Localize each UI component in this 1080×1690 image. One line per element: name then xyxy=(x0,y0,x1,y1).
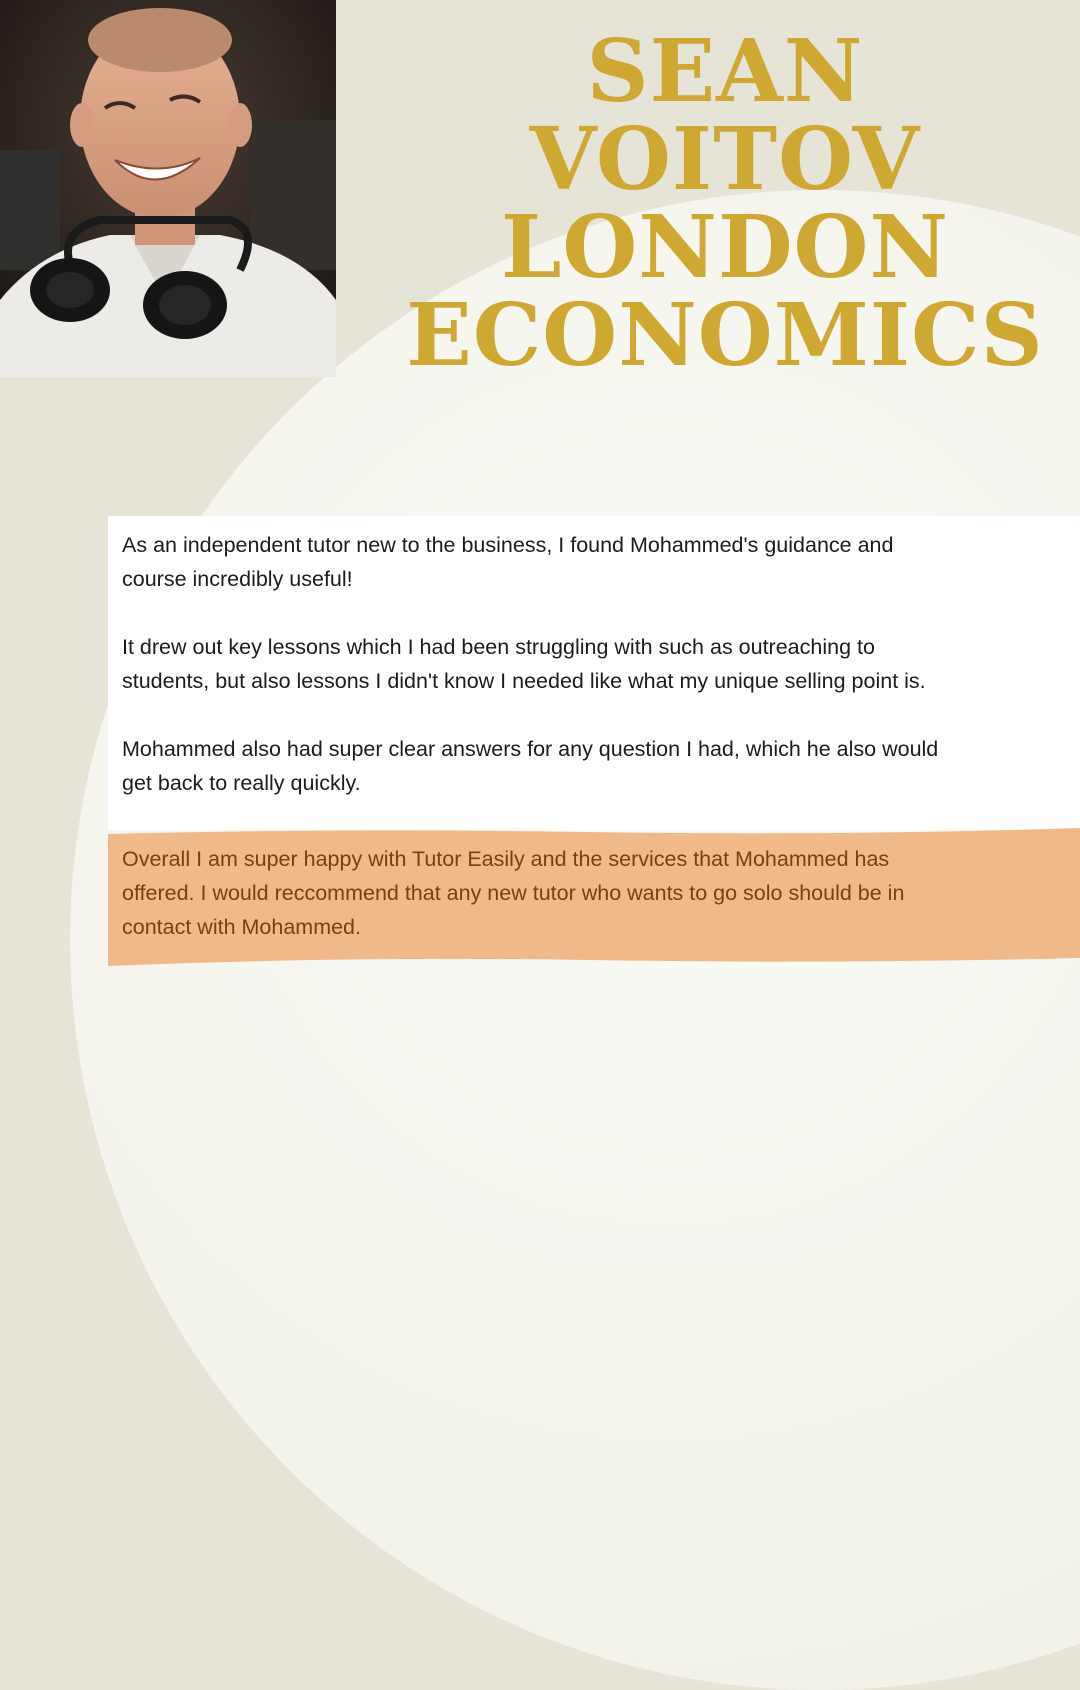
testimonial-line: course incredibly useful! xyxy=(122,567,353,591)
conclusion-text xyxy=(122,842,1072,944)
heading-line-last-name: VOITOV xyxy=(529,109,921,210)
heading-line-city: LONDON xyxy=(500,197,950,298)
testimonial-line: As an independent tutor new to the business, I found Mohammed's guidance and xyxy=(122,533,894,557)
conclusion-line: offered. I would reccommend that any new tutor who wants to go solo should be in xyxy=(122,881,905,905)
testimonial-paragraph xyxy=(122,732,1080,800)
conclusion-line: contact with Mohammed. xyxy=(122,915,361,939)
testimonial-paragraph xyxy=(122,528,1080,596)
testimonial-line: It drew out key lessons which I had been struggling with such as outreaching to xyxy=(122,635,875,659)
name-heading xyxy=(400,21,1050,386)
testimonial-box xyxy=(108,516,1080,830)
testimonial-line: students, but also lessons I didn't know I needed like what my unique selling point is. xyxy=(122,669,926,693)
highlighted-conclusion xyxy=(108,828,1080,966)
testimonial-paragraph xyxy=(122,630,1080,698)
person-headphones-photo-icon xyxy=(0,0,336,377)
profile-photo xyxy=(0,0,336,377)
testimonial-line: get back to really quickly. xyxy=(122,771,361,795)
conclusion-line: Overall I am super happy with Tutor Easily and the services that Mohammed has xyxy=(122,847,890,871)
testimonial-line: Mohammed also had super clear answers for any question I had, which he also would xyxy=(122,737,939,761)
heading-line-subject: ECONOMICS xyxy=(406,285,1044,386)
heading-line-first-name: SEAN xyxy=(586,21,864,122)
